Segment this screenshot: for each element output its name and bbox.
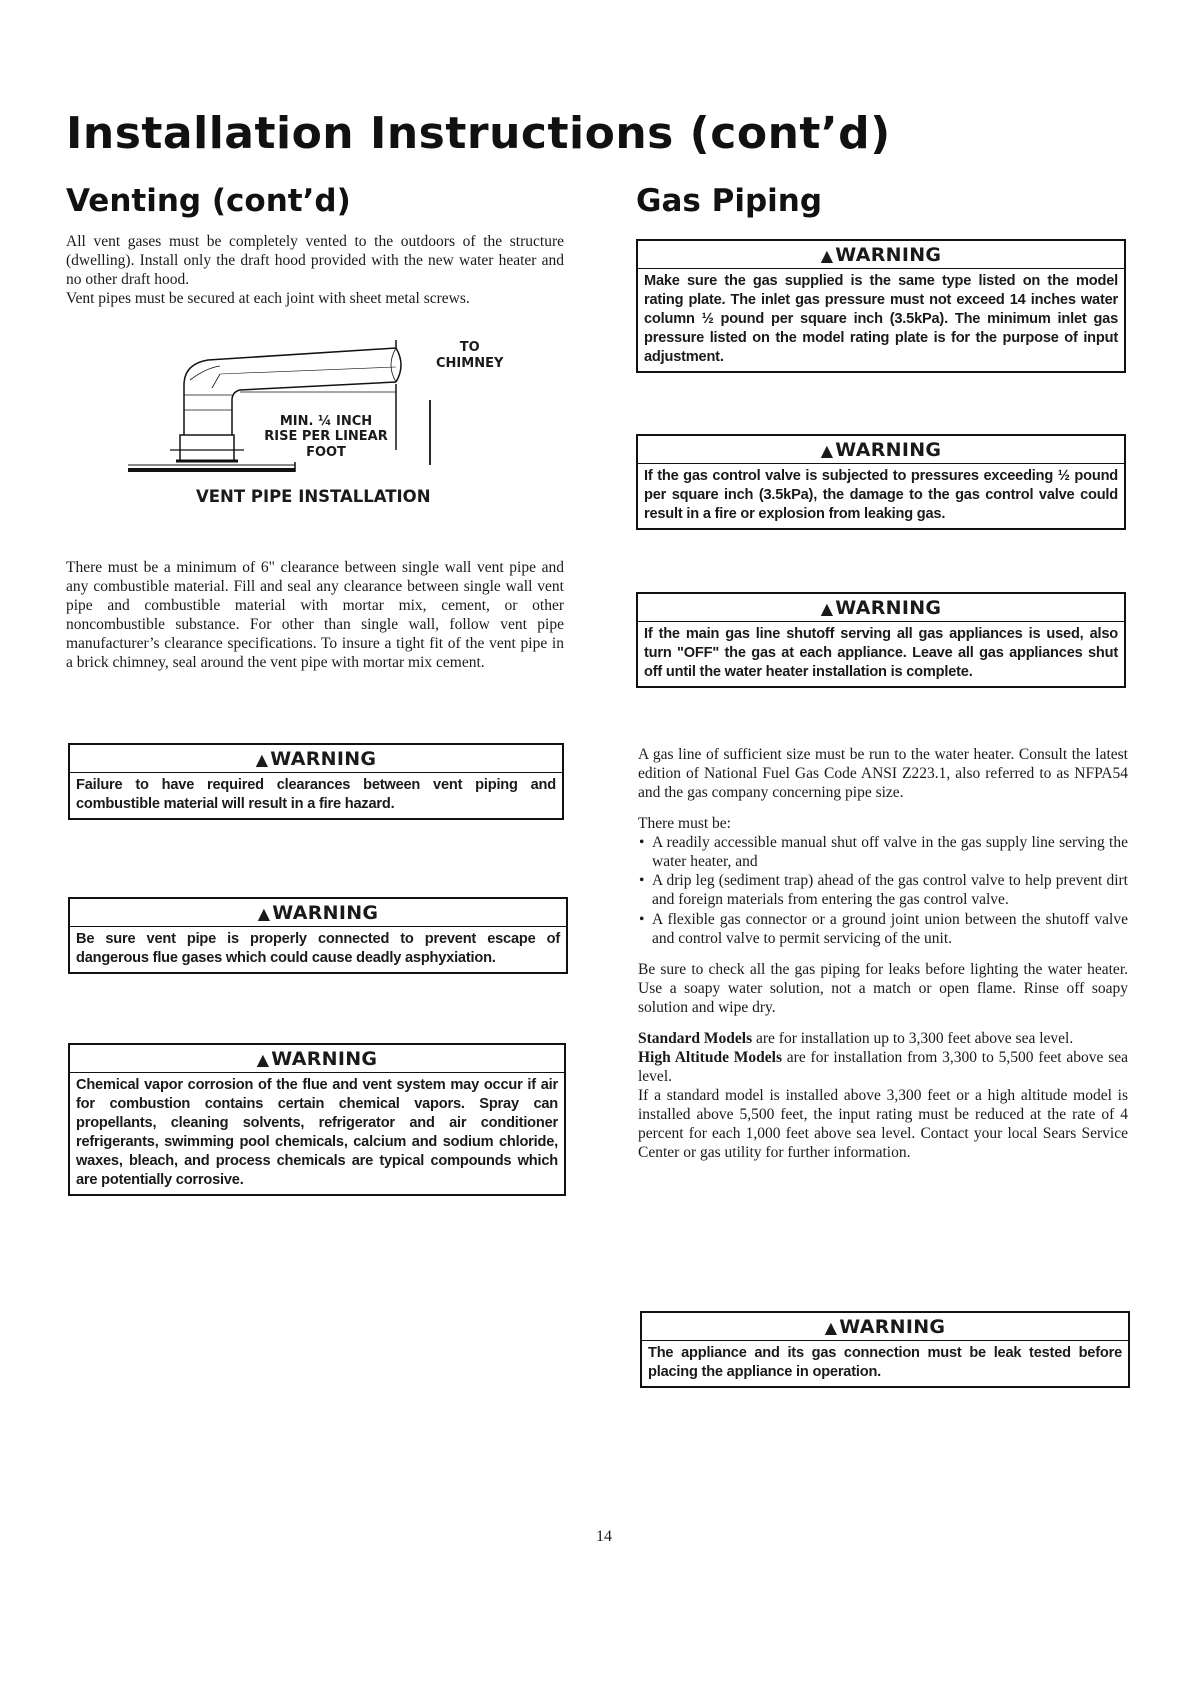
warning-text: Failure to have required clearances between vent piping and combustible material will result in a fire hazard. — [76, 777, 556, 812]
venting-intro-paragraph: All vent gases must be completely vented to the outdoors of the structure (dwelling). Install only the draft hood provided with the new water heater and no other draft hood. — [66, 233, 564, 289]
warning-box-leak-test — [640, 1311, 1130, 1388]
warning-heading: WARNING — [835, 597, 942, 619]
rise-label-line2: RISE PER LINEAR — [264, 429, 388, 445]
warning-triangle-icon: ▲ — [820, 246, 834, 265]
clearance-section — [66, 558, 564, 672]
warning-text: Be sure vent pipe is properly connected to prevent escape of dangerous flue gases which could cause deadly asphyxiation. — [76, 931, 560, 966]
warning-text: Make sure the gas supplied is the same type listed on the model rating plate. The inlet gas pressure must not exceed 14 inches water column ½ pound per square inch (3.5kPa). The minimum inlet gas pressure listed on the model rating plate is for the purpose of input adjustment. — [644, 273, 1118, 365]
warning-triangle-icon: ▲ — [255, 750, 269, 769]
warning-heading: WARNING — [270, 748, 377, 770]
page-number: 14 — [596, 1528, 612, 1545]
warning-heading: WARNING — [272, 902, 379, 924]
rise-per-foot-label — [256, 414, 396, 460]
altitude-rating-paragraph: If a standard model is installed above 3,300 feet or a high altitude model is installed above 5,500 feet, the input rating must be reduced at the rate of 4 percent for each 1,000 feet above sea level. Contact your local Sears Service Center or gas utility for further information. — [638, 1087, 1128, 1162]
standard-models-text: are for installation up to 3,300 feet above sea level. — [752, 1029, 1074, 1047]
venting-screws-paragraph: Vent pipes must be secured at each joint with sheet metal screws. — [66, 290, 470, 308]
high-altitude-lead: High Altitude Models — [638, 1048, 782, 1066]
high-altitude-text: are for installation from 3,300 to 5,500 feet above sea level. — [638, 1048, 1128, 1085]
warning-box-main-shutoff — [636, 592, 1126, 688]
to-chimney-label-line2: CHIMNEY — [436, 355, 504, 371]
rise-label-line3: FOOT — [306, 444, 346, 460]
warning-triangle-icon: ▲ — [820, 441, 834, 460]
high-altitude-paragraph — [638, 1048, 1128, 1086]
warning-heading: WARNING — [839, 1316, 946, 1338]
venting-section-title: Venting (cont’d) — [66, 183, 351, 219]
warning-box-clearances — [68, 743, 564, 820]
warning-text: Chemical vapor corrosion of the flue and vent system may occur if air for combustion contains certain chemical vapors. Spray can propellants, cleaning solvents, refrigerator and air conditioner refrigerants, swimming pool chemicals, calcium and sodium chloride, waxes, bleach, and process chemicals are typical compounds which are potentially corrosive. — [76, 1077, 558, 1188]
requirements-list — [638, 833, 1128, 947]
venting-intro — [66, 232, 564, 308]
standard-models-paragraph — [638, 1029, 1128, 1048]
list-item: • A drip leg (sediment trap) ahead of the gas control valve to help prevent dirt and foreign materials from entering the gas control valve. — [638, 871, 1128, 909]
warning-heading: WARNING — [835, 244, 942, 266]
leak-check-paragraph: Be sure to check all the gas piping for leaks before lighting the water heater. Use a soapy water solution, not a match or open flame. Rinse off soapy solution and wipe dry. — [638, 960, 1128, 1016]
warning-triangle-icon: ▲ — [256, 1050, 270, 1069]
warning-box-chemical-vapor — [68, 1043, 566, 1196]
warning-triangle-icon: ▲ — [257, 904, 271, 923]
diagram-caption: VENT PIPE INSTALLATION — [196, 487, 431, 506]
warning-box-vent-connection — [68, 897, 568, 974]
list-item: • A readily accessible manual shut off valve in the gas supply line serving the water heater, and — [638, 833, 1128, 871]
standard-models-lead: Standard Models — [638, 1029, 753, 1047]
warning-text: The appliance and its gas connection must be leak tested before placing the appliance in operation. — [648, 1345, 1122, 1380]
gas-piping-body — [638, 745, 1128, 1162]
warning-triangle-icon: ▲ — [824, 1318, 838, 1337]
page-title: Installation Instructions (cont’d) — [66, 108, 891, 159]
warning-text: If the main gas line shutoff serving all gas appliances is used, also turn "OFF" the gas at each appliance. Leave all gas appliances shut off until the water heater installation is complete. — [644, 626, 1118, 680]
rise-label-line1: MIN. ¼ INCH — [279, 414, 373, 429]
gas-piping-section-title: Gas Piping — [636, 183, 823, 219]
gas-line-paragraph: A gas line of sufficient size must be run to the water heater. Consult the latest edition of National Fuel Gas Code ANSI Z223.1, also referred to as NFPA54 and the gas company concerning pipe size. — [638, 746, 1128, 802]
warning-heading: WARNING — [835, 439, 942, 461]
warning-triangle-icon: ▲ — [820, 599, 834, 618]
to-chimney-label — [436, 340, 503, 371]
warning-box-control-valve-pressure — [636, 434, 1126, 530]
warning-text: If the gas control valve is subjected to pressures exceeding ½ pound per square inch (3.5kPa), the damage to the gas control valve could result in a fire or explosion from leaking gas. — [644, 468, 1118, 522]
clearance-paragraph: There must be a minimum of 6" clearance between single wall vent pipe and any combustible material. Fill and seal any clearance between single wall vent pipe and combustible material with mortar mix, cement, or other noncombustible substance. For other than single wall, follow vent pipe manufacturer’s clearance specifications. To insure a tight fit of the vent pipe in a brick chimney, seal around the vent pipe with mortar mix cement. — [66, 559, 564, 672]
list-item: • A flexible gas connector or a ground joint union between the shutoff valve and control valve to permit servicing of the unit. — [638, 910, 1128, 948]
to-chimney-label-line1: TO — [459, 340, 480, 355]
there-must-be-label: There must be: — [638, 815, 731, 833]
warning-box-gas-type — [636, 239, 1126, 373]
warning-heading: WARNING — [271, 1048, 378, 1070]
